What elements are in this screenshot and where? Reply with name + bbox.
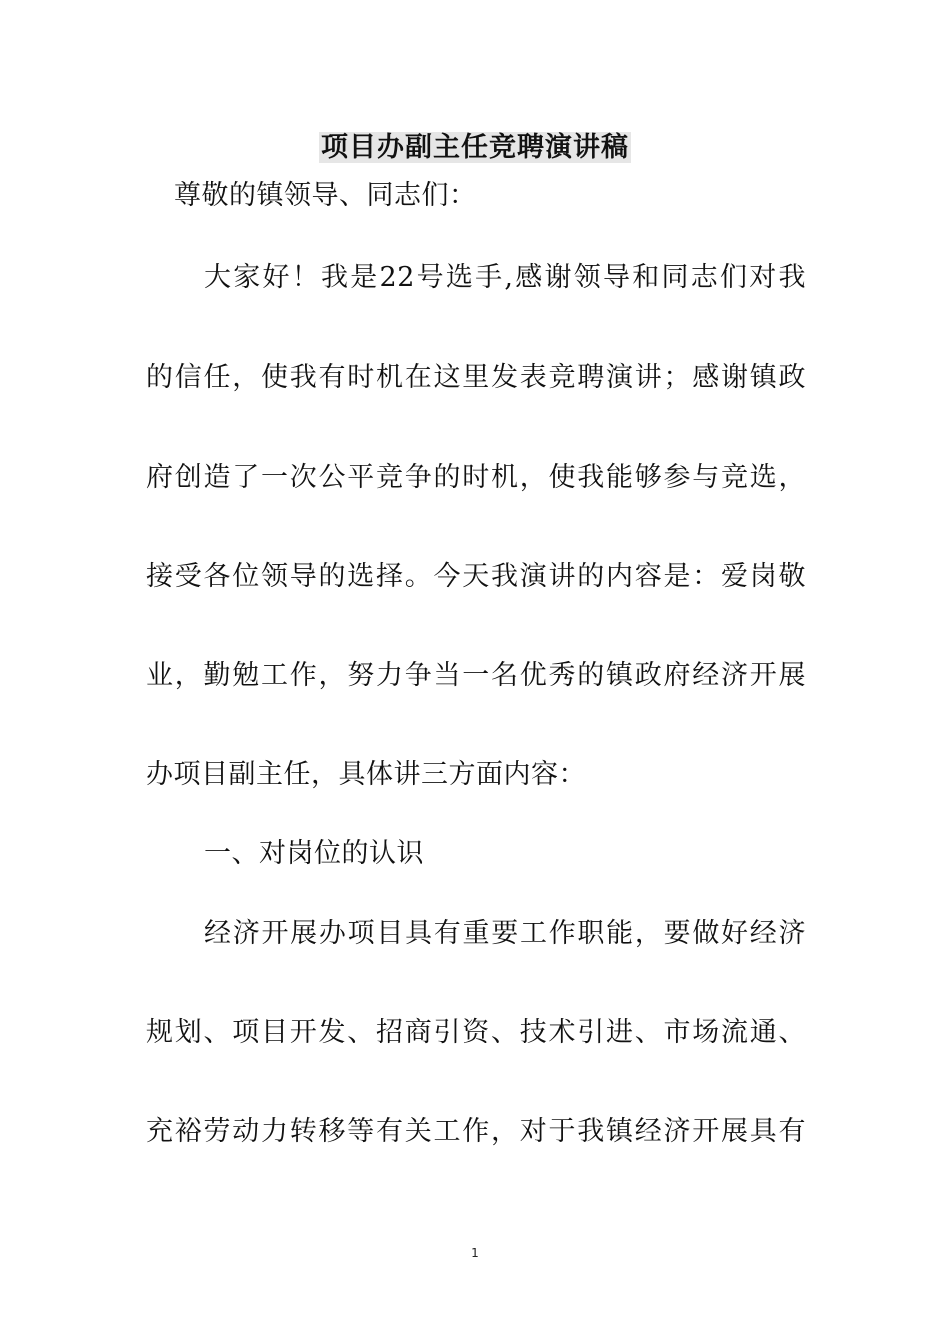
- paragraph-line-2: 的信任，使我有时机在这里发表竞聘演讲；感谢镇政: [146, 362, 806, 393]
- page-number: 1: [471, 1246, 479, 1260]
- paragraph-line-1: 大家好！我是22号选手,感谢领导和同志们对我: [204, 262, 806, 293]
- section-heading: 一、对岗位的认识: [204, 838, 424, 869]
- paragraph-line-6: 办项目副主任，具体讲三方面内容：: [146, 759, 586, 790]
- paragraph-line-9: 充裕劳动力转移等有关工作，对于我镇经济开展具有: [146, 1116, 806, 1147]
- paragraph-line-7: 经济开展办项目具有重要工作职能，要做好经济: [204, 918, 806, 949]
- document-title-text: 项目办副主任竞聘演讲稿: [321, 132, 629, 163]
- paragraph-line-3: 府创造了一次公平竞争的时机，使我能够参与竞选，: [146, 462, 806, 493]
- paragraph-line-5: 业，勤勉工作，努力争当一名优秀的镇政府经济开展: [146, 660, 806, 691]
- paragraph-line-8: 规划、项目开发、招商引资、技术引进、市场流通、: [146, 1017, 806, 1048]
- salutation: 尊敬的镇领导、同志们：: [174, 180, 477, 211]
- paragraph-line-4: 接受各位领导的选择。今天我演讲的内容是：爱岗敬: [146, 561, 806, 592]
- document-title: [0, 128, 950, 168]
